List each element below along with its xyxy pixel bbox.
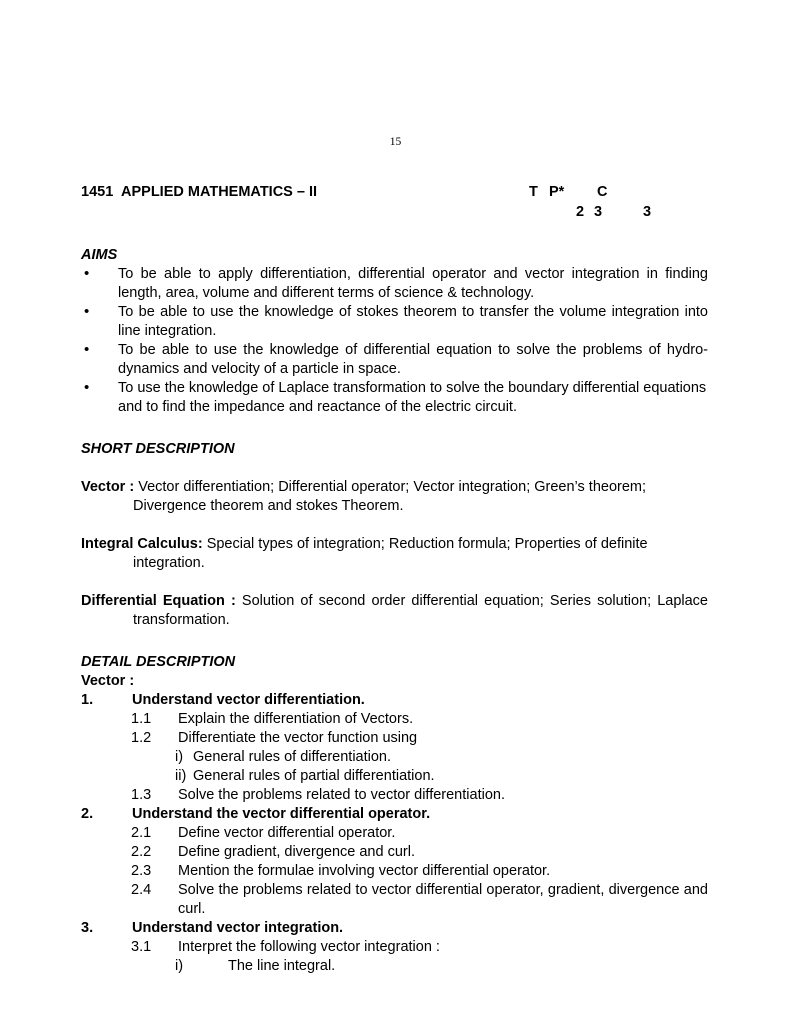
page-number: 15: [389, 136, 402, 148]
column-header-p: P*: [549, 184, 565, 200]
aims-list-item: [81, 265, 708, 303]
objective-sub-text: Solve the problems related to vector differential operator, gradient, divergence and curl.: [178, 882, 708, 917]
objective-sub-text: Define gradient, divergence and curl.: [178, 844, 415, 860]
objective-sub-number: 2.4: [131, 882, 152, 898]
objective-sub-text: Solve the problems related to vector differentiation.: [178, 787, 505, 803]
objective-sub-text: Differentiate the vector function using: [178, 730, 418, 746]
objective-subsub-text: General rules of differentiation.: [193, 749, 392, 765]
short-description-block: [81, 592, 708, 630]
aims-item-text: To use the knowledge of Laplace transformation to solve the boundary differential equations and to find the impedance and reactance of the electric circuit.: [118, 380, 707, 415]
objective-sub-text: Interpret the following vector integration :: [178, 939, 440, 955]
objective-sub-item: [81, 729, 708, 748]
objective-number: 2.: [81, 806, 94, 822]
short-description-text: Special types of integration; Reduction formula; Properties of definite integration.: [133, 536, 648, 571]
objective-number: 3.: [81, 920, 94, 936]
aims-list-item: [81, 341, 708, 379]
column-value-p: 3: [594, 204, 603, 220]
objective-subsub-text: The line integral.: [228, 958, 336, 974]
column-value-c: 3: [643, 204, 652, 220]
objective-sub-item: [81, 938, 708, 957]
column-value-t: 2: [576, 204, 585, 220]
aims-list-item: [81, 379, 708, 417]
aims-heading: AIMS: [81, 247, 118, 263]
column-header-c: C: [597, 184, 608, 200]
short-description-heading: SHORT DESCRIPTION: [81, 441, 235, 457]
objective-sub-item: [81, 710, 708, 729]
bullet-icon: •: [84, 379, 90, 396]
course-code: 1451: [81, 184, 114, 200]
short-description-block: [81, 478, 708, 516]
objective-text: Understand vector integration.: [132, 920, 344, 936]
objective-sub-text: Define vector differential operator.: [178, 825, 396, 841]
objective-sub-item: [81, 824, 708, 843]
course-name: APPLIED MATHEMATICS – II: [121, 184, 318, 200]
short-description-text: Solution of second order differential equation; Series solution; Laplace transformation.: [133, 593, 708, 628]
objective-text: Understand the vector differential operator.: [132, 806, 431, 822]
objective-sub-text: Mention the formulae involving vector differential operator.: [178, 863, 551, 879]
objective-item: [81, 691, 708, 710]
objective-item: [81, 805, 708, 824]
aims-item-text: To be able to use the knowledge of stokes theorem to transfer the volume integration into line integration.: [118, 304, 708, 339]
short-description-label: Differential Equation :: [81, 593, 236, 609]
objective-sub-text: Explain the differentiation of Vectors.: [178, 711, 414, 727]
objective-sub-number: 2.3: [131, 863, 152, 879]
objective-subsub-number: ii): [175, 768, 187, 784]
course-title-row: [81, 184, 708, 220]
objective-sub-number: 1.3: [131, 787, 152, 803]
objective-sub-number: 2.1: [131, 825, 152, 841]
detail-description-heading: DETAIL DESCRIPTION: [81, 654, 236, 670]
objective-sub-number: 1.2: [131, 730, 152, 746]
column-header-t: T: [529, 184, 538, 200]
short-description-label: Vector :: [81, 479, 135, 495]
objective-subsub-text: General rules of partial differentiation.: [193, 768, 435, 784]
objective-sub-item: [81, 843, 708, 862]
objective-subsub-item: [81, 748, 708, 767]
page-content: [81, 184, 708, 976]
objective-subsub-number: i): [175, 958, 184, 974]
objective-sub-item: [81, 881, 708, 919]
aims-list: [81, 265, 708, 417]
aims-list-item: [81, 303, 708, 341]
objective-sub-number: 1.1: [131, 711, 152, 727]
bullet-icon: •: [84, 265, 90, 282]
bullet-icon: •: [84, 303, 90, 320]
objective-subsub-number: i): [175, 749, 184, 765]
short-description-text: Vector differentiation; Differential operator; Vector integration; Green’s theorem; Divergence theorem and stokes Theorem.: [133, 479, 647, 514]
detail-vector-label: Vector :: [81, 673, 135, 689]
objective-subsub-item: [81, 767, 708, 786]
objective-text: Understand vector differentiation.: [132, 692, 365, 708]
objective-sub-item: [81, 786, 708, 805]
objective-sub-number: 2.2: [131, 844, 152, 860]
objective-sub-item: [81, 862, 708, 881]
objective-item: [81, 919, 708, 938]
objective-subsub-item: [81, 957, 708, 976]
short-description-block: [81, 535, 708, 573]
bullet-icon: •: [84, 341, 90, 358]
objective-number: 1.: [81, 692, 94, 708]
aims-item-text: To be able to use the knowledge of differential equation to solve the problems of hydro-dynamics and velocity of a particle in space.: [118, 342, 708, 377]
objective-sub-number: 3.1: [131, 939, 152, 955]
short-description-label: Integral Calculus:: [81, 536, 203, 552]
aims-item-text: To be able to apply differentiation, differential operator and vector integration in finding length, area, volume and different terms of science & technology.: [118, 266, 708, 301]
